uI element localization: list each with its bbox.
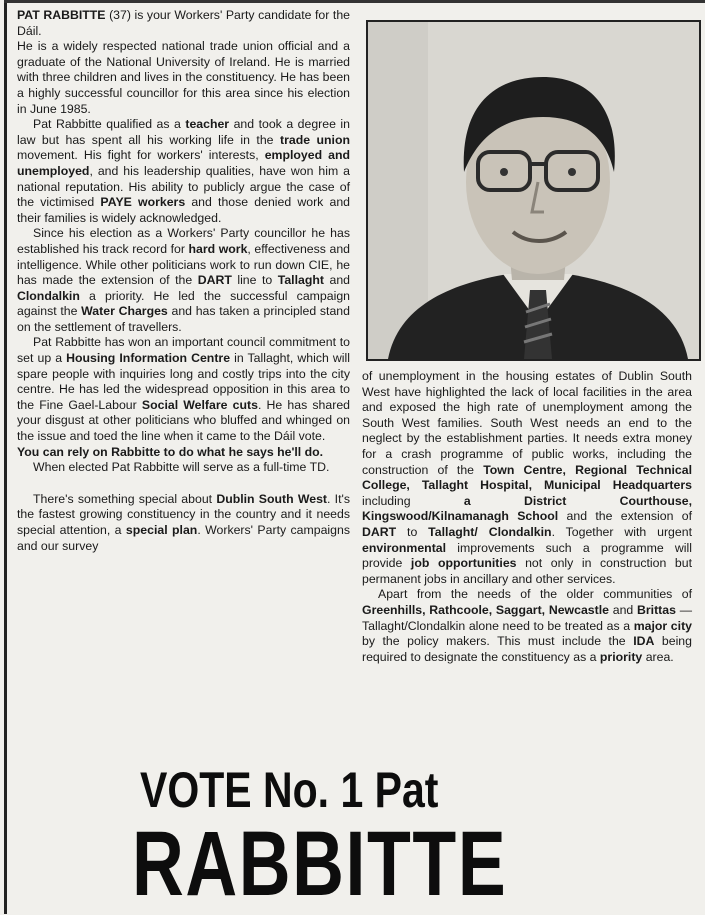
- top-border-rule: [4, 0, 705, 3]
- career-paragraph: Pat Rabbitte qualified as a teacher and took a degree in law but has spent all his working life in the trade union movement. His fight for workers' interests, employed and unemployed, and his leadership qualities, have won him a national reputation. His ability to publicly argue the case of the victimised PAYE workers and those denied work and their families is widely acknowledged.: [17, 117, 350, 225]
- rely-on-rabbitte-statement: You can rely on Rabbitte to do what he says he'll do.: [17, 444, 324, 459]
- left-border-rule: [4, 0, 7, 914]
- candidate-portrait-photo: [366, 20, 701, 361]
- vote-headline: VOTE No. 1 Pat: [140, 762, 439, 818]
- intro-paragraph: PAT RABBITTE (37) is your Workers' Party candidate for the Dáil.: [17, 8, 350, 38]
- dublin-south-west-paragraph: There's something special about Dublin South West. It's the fastest growing constituency in the country and it needs special attention, a special plan. Workers' Party campaigns and our survey: [17, 491, 350, 553]
- communities-paragraph: Apart from the needs of the older communities of Greenhills, Rathcoole, Saggart, Newcastle and Brittas — Tallaght/Clondalkin alone need to be treated as a major city by the policy makers. This must include the IDA being required to designate the constituency as a priority area.: [362, 587, 693, 664]
- housing-paragraph: Pat Rabbitte has won an important council commitment to set up a Housing Information Centre in Tallaght, which will spare people with inquiries long and costly trips into the city centre. He has led the widespread opposition in this area to the Fine Gael-Labour Social Welfare cuts. He has shared your disgust at other politicians who bluffed and whinged on the issue and toed the line when it came to the Dáil vote.: [17, 335, 351, 444]
- full-time-td-paragraph: When elected Pat Rabbitte will serve as a full-time TD.: [33, 460, 330, 475]
- portrait-illustration: [368, 22, 699, 359]
- candidate-name: PAT RABBITTE: [17, 8, 106, 22]
- right-column: [362, 369, 692, 665]
- surname-headline: RABBITTE: [132, 813, 508, 915]
- left-column: [17, 8, 350, 554]
- record-paragraph: Since his election as a Workers' Party councillor he has established his track record for hard work, effectiveness and intelligence. While other politicians work to run down CIE, he has made the extension of the DART line to Tallaght and Clondalkin a priority. He led the successful campaign against the Water Charges and has taken a principled stand on the settlement of travellers.: [17, 226, 351, 334]
- bio-paragraph: He is a widely respected national trade union official and a graduate of the National University of Ireland. He is married with three children and lives in the constituency. He has been a highly successful councillor for this area since his election in June 1985.: [17, 39, 350, 116]
- unemployment-paragraph: of unemployment in the housing estates of Dublin South West have highlighted the lack of local facilities in the area and exposed the high rate of unemployment among the South West families. South West needs an end to the neglect by the establishment parties. It needs extra money for a crash programme of public works, including the construction of the Town Centre, Regional Technical College, Tallaght Hospital, Municipal Headquarters including a District Courthouse, Kingswood/Kilnamanagh School and the extension of DART to Tallaght/ Clondalkin. Together with urgent environmental improvements such a programme will provide job opportunities not only in construction but permanent jobs in ancillary and other services.: [362, 369, 693, 586]
